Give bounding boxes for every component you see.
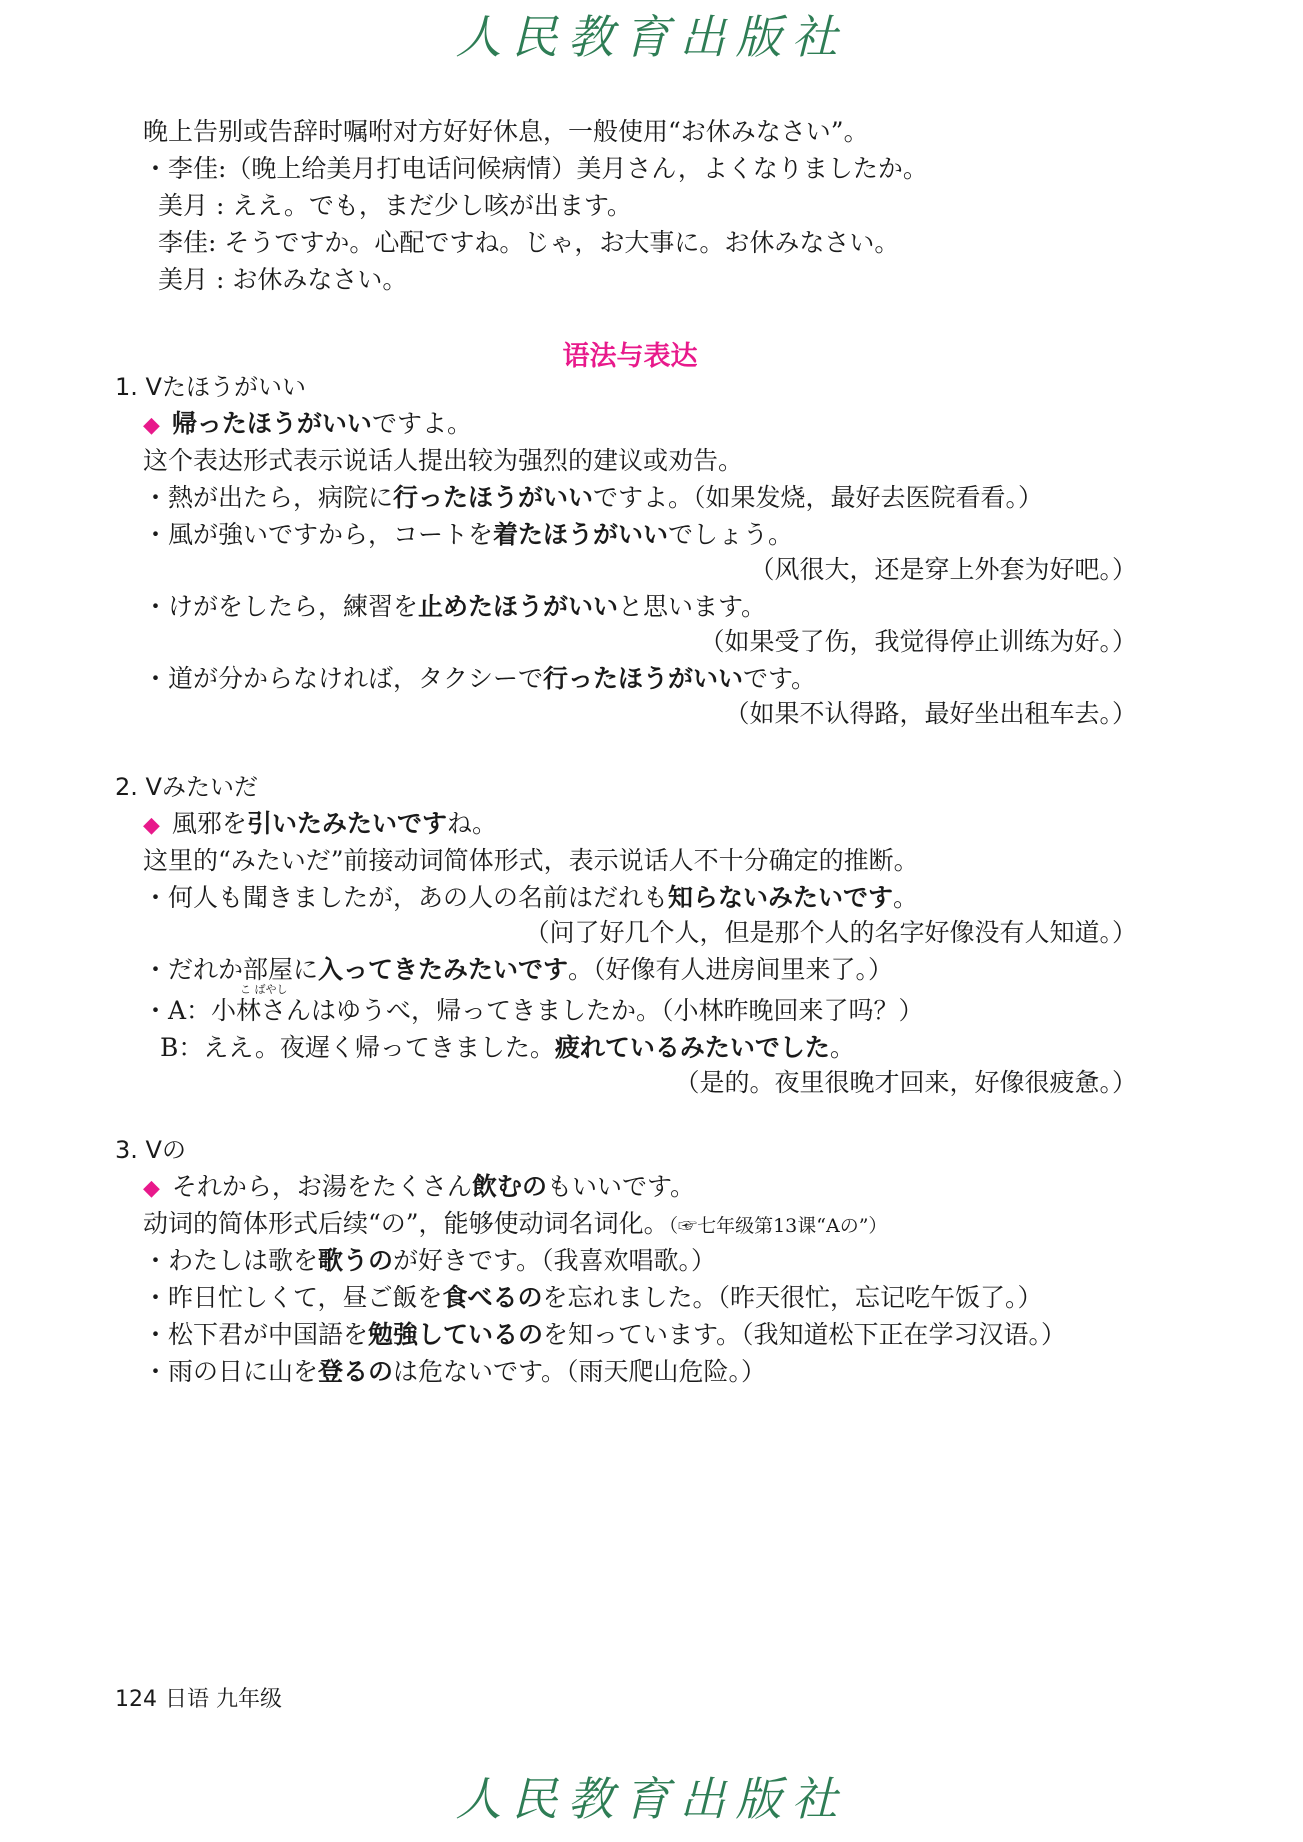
diamond-bullet-icon: ◆: [143, 813, 160, 838]
example-item: ・わたしは歌を歌うのが好きです。（我喜欢唱歌。）: [143, 1246, 717, 1275]
diamond-bullet-icon: ◆: [143, 1176, 160, 1201]
example-translation: （风很大，还是穿上外套为好吧。）: [749, 555, 1137, 584]
grammar-explanation: 这里的“みたいだ”前接动词简体形式，表示说话人不十分确定的推断。: [143, 846, 919, 875]
example-item: ・何人も聞きましたが，あの人の名前はだれも知らないみたいです。: [143, 883, 919, 912]
dialog-line: 美月 : ええ。でも，まだ少し咳が出ます。: [158, 191, 632, 220]
example-translation: （如果不认得路，最好坐出租车去。）: [724, 699, 1137, 728]
dialog-line: ・李佳:（晚上给美月打电话问候病情）美月さん，よくなりましたか。: [143, 154, 928, 183]
publisher-logo-top: 人民教育出版社: [455, 10, 848, 64]
furigana: こ ばやし: [240, 983, 288, 996]
example-translation: （是的。夜里很晚才回来，好像很疲惫。）: [674, 1068, 1137, 1097]
example-item: ・雨の日に山を登るのは危ないです。（雨天爬山危险。）: [143, 1357, 767, 1386]
intro-explanation: 晚上告别或告辞时嘱咐对方好好休息，一般使用“お休みなさい”。: [143, 117, 869, 146]
example-item: ・熱が出たら，病院に行ったほうがいいですよ。（如果发烧，最好去医院看看。）: [143, 483, 1044, 512]
example-sentence: ◆ 風邪を引いたみたいですね。: [143, 809, 497, 838]
grammar-heading: 1. Vたほうがいい: [115, 373, 306, 401]
example-item: ・だれか部屋に入ってきたみたいです。（好像有人进房间里来了。）: [143, 955, 894, 984]
example-item: ・松下君が中国語を勉強しているのを知っています。（我知道松下正在学习汉语。）: [143, 1320, 1067, 1349]
example-item: B：ええ。夜遅く帰ってきました。疲れているみたいでした。: [160, 1033, 855, 1062]
dialog-line: 美月 : お休みなさい。: [158, 265, 408, 294]
grammar-explanation: 动词的简体形式后续“の”，能够使动词名词化。（☞七年级第13课“Aの”）: [143, 1209, 888, 1238]
grammar-heading: 2. Vみたいだ: [115, 773, 258, 801]
book-title: 日语 九年级: [165, 1687, 282, 1712]
publisher-logo-bottom: 人民教育出版社: [455, 1772, 848, 1826]
example-sentence: ◆ それから，お湯をたくさん飲むのもいいです。: [143, 1172, 695, 1201]
example-item: ・道が分からなければ，タクシーで行ったほうがいいです。: [143, 664, 817, 693]
diamond-bullet-icon: ◆: [143, 413, 160, 438]
example-item: ・風が強いですから，コートを着たほうがいいでしょう。: [143, 520, 794, 549]
cross-reference: （☞七年级第13课“Aの”）: [668, 1215, 888, 1237]
grammar-heading: 3. Vの: [115, 1136, 186, 1164]
page-number: 124: [115, 1687, 157, 1712]
page-footer: [115, 1685, 282, 1715]
example-translation: （如果受了伤，我觉得停止训练为好。）: [699, 627, 1137, 656]
example-sentence: ◆ 帰ったほうがいいですよ。: [143, 409, 472, 438]
section-title: 语法与表达: [562, 341, 698, 372]
dialog-line: 李佳: そうですか。心配ですね。じゃ，お大事に。お休みなさい。: [158, 228, 900, 257]
example-item: ・A：小林さんはゆうべ，帰ってきましたか。（小林昨晚回来了吗？）: [143, 996, 924, 1025]
example-translation: （问了好几个人，但是那个人的名字好像没有人知道。）: [524, 918, 1137, 947]
example-item: ・けがをしたら，練習を止めたほうがいいと思います。: [143, 592, 767, 621]
example-item: ・昨日忙しくて，昼ご飯を食べるのを忘れました。（昨天很忙，忘记吃午饭了。）: [143, 1283, 1043, 1312]
grammar-explanation: 这个表达形式表示说话人提出较为强烈的建议或劝告。: [143, 446, 744, 475]
